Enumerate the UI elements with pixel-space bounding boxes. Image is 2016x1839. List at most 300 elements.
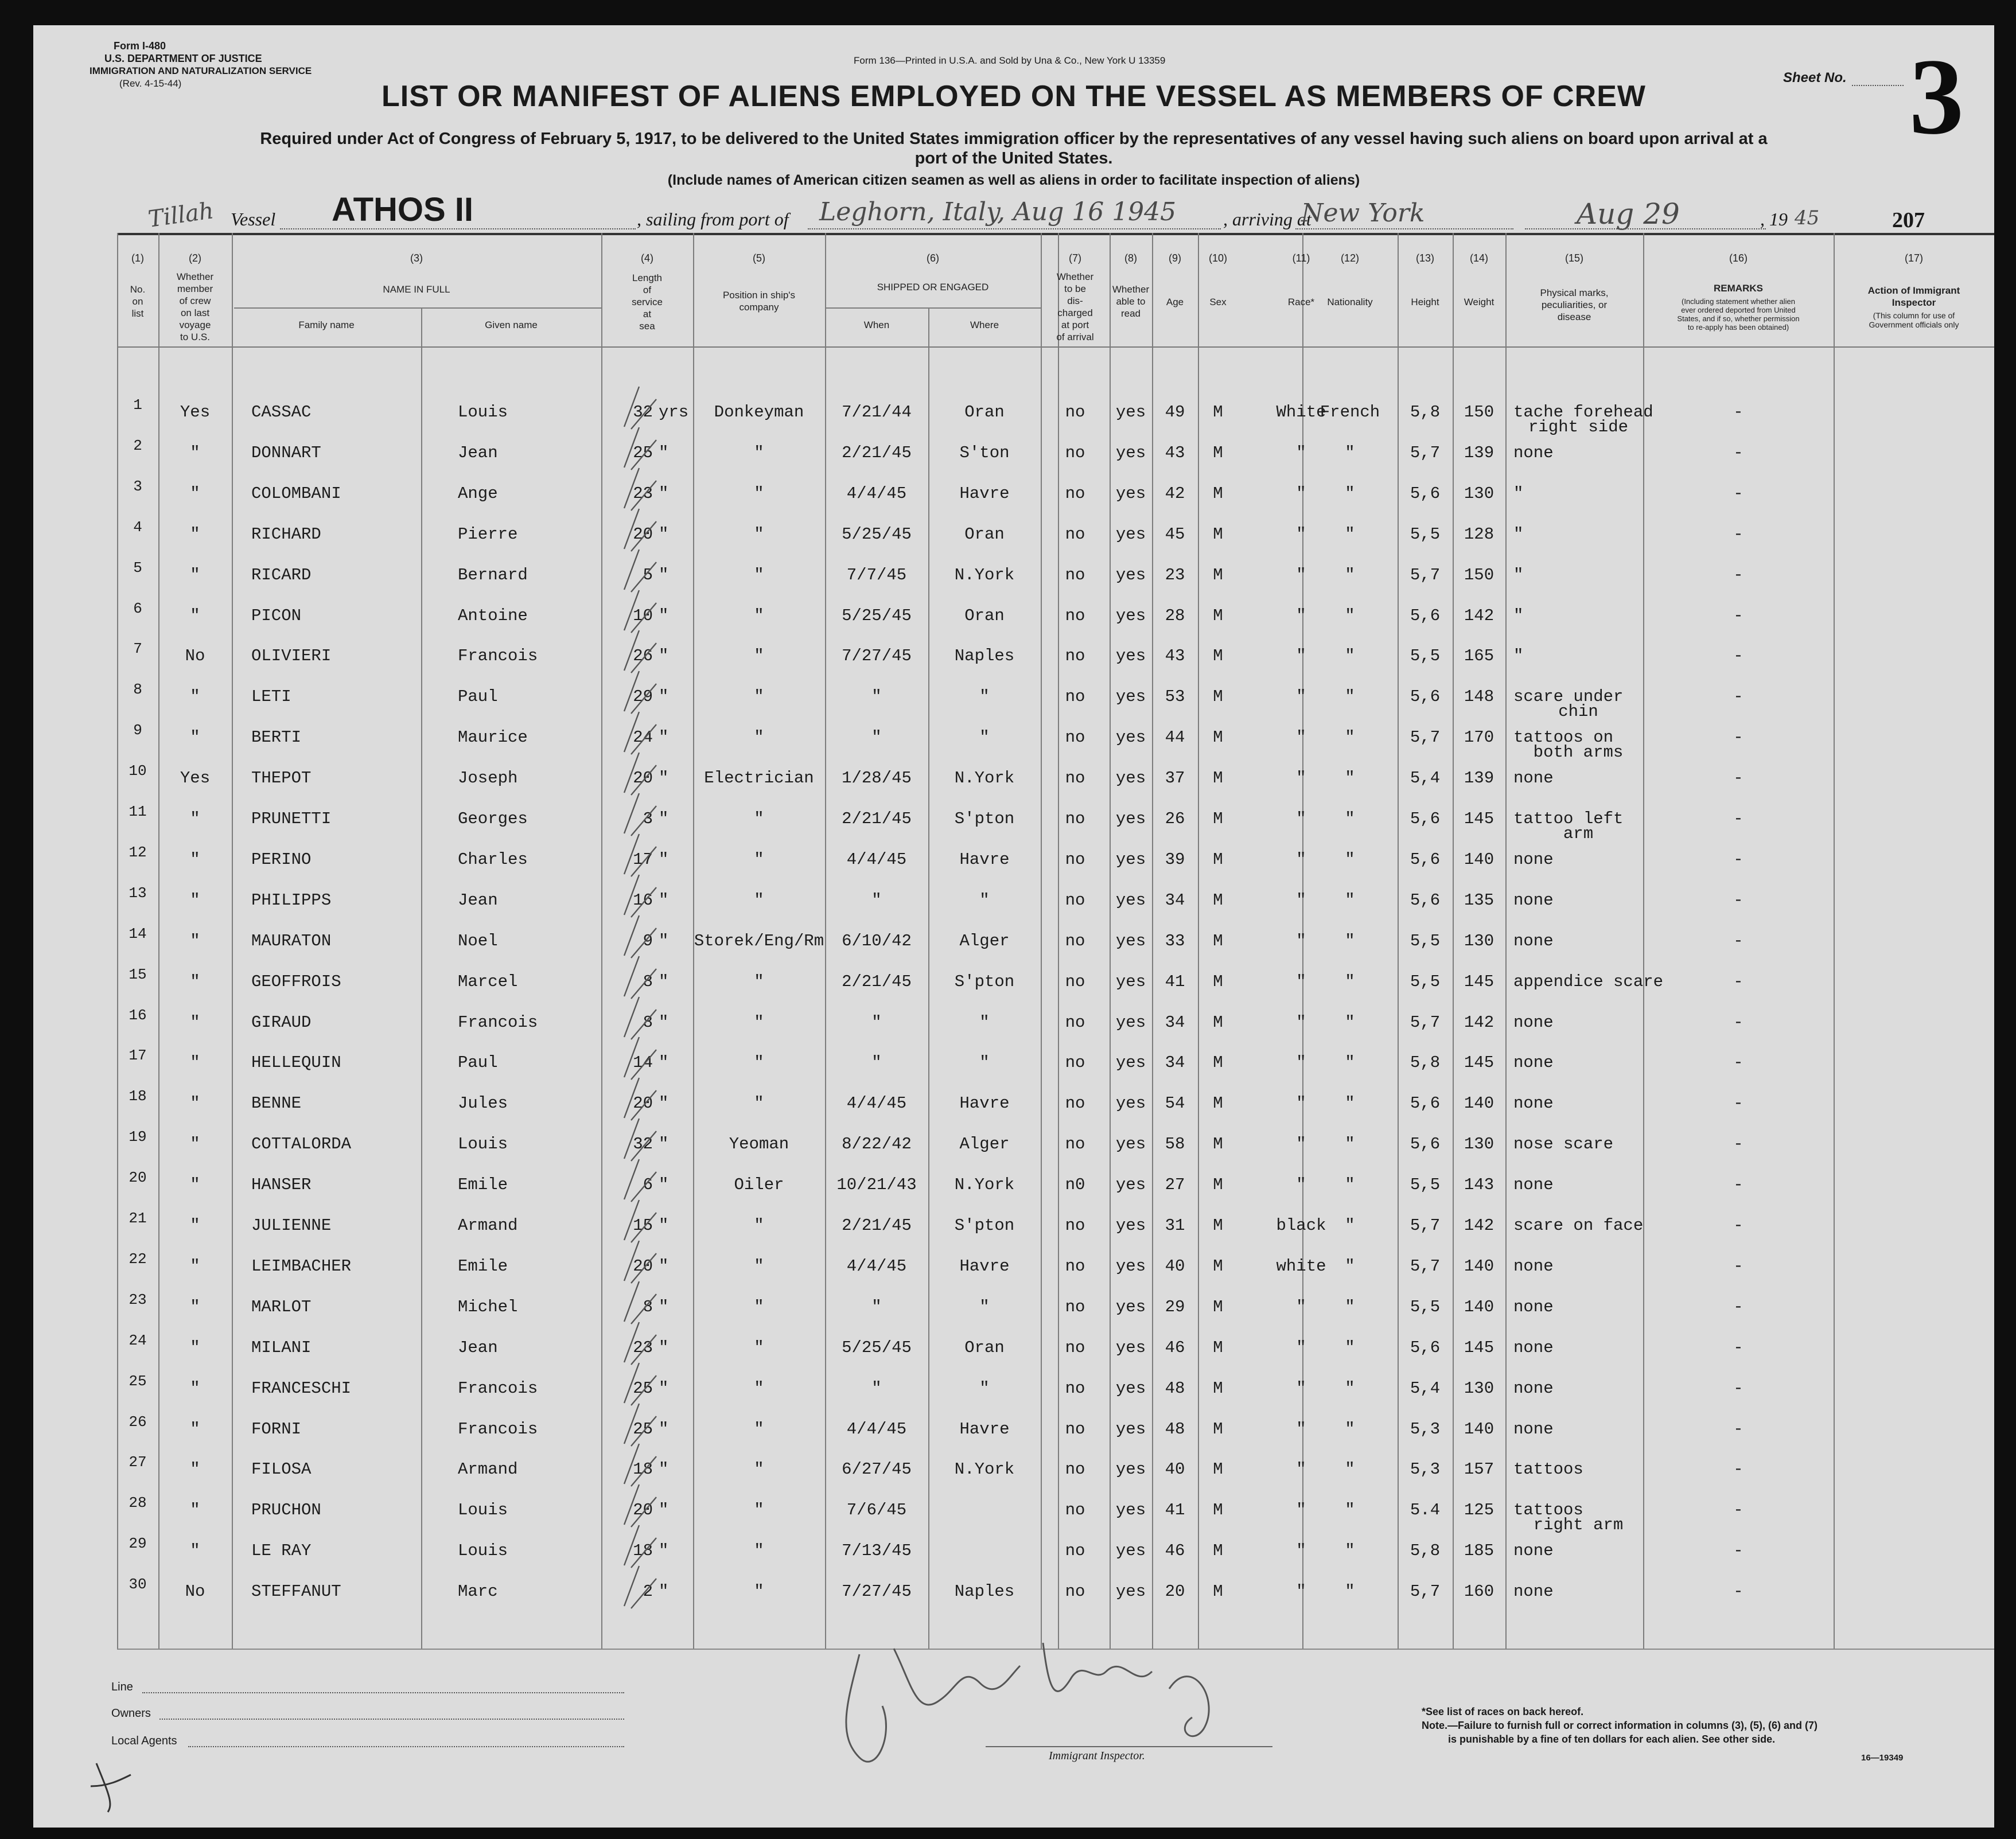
cell-race: " bbox=[1296, 1175, 1306, 1194]
cell-when: 7/7/45 bbox=[846, 566, 907, 585]
year-label: , 19 bbox=[1760, 209, 1788, 229]
cell-race: black bbox=[1276, 1216, 1326, 1235]
cell-weight: 145 bbox=[1464, 1053, 1495, 1072]
cell-marks: " bbox=[1513, 646, 1524, 665]
cell-unit: " bbox=[659, 1216, 669, 1235]
cell-race: " bbox=[1296, 1013, 1306, 1032]
cell-member: " bbox=[190, 1379, 200, 1398]
cell-service: 25 bbox=[633, 1420, 653, 1439]
cell-weight: 185 bbox=[1464, 1541, 1495, 1560]
cell-race: " bbox=[1296, 1298, 1306, 1316]
cell-nat: " bbox=[1345, 1298, 1355, 1316]
cell-position: " bbox=[754, 1013, 764, 1032]
cell-member: " bbox=[190, 972, 200, 991]
cell-when: 2/21/45 bbox=[842, 443, 912, 462]
subtitle-line-3: (Include names of American citizen seamen as well as aliens in order to facilitate inspection of aliens) bbox=[667, 172, 1360, 188]
cell-service: 18 bbox=[633, 1541, 653, 1560]
col-number: (4) bbox=[641, 252, 653, 264]
cell-marks: none bbox=[1513, 891, 1554, 910]
cell-read: yes bbox=[1115, 769, 1146, 788]
cell-given: Armand bbox=[458, 1216, 518, 1235]
cell-family: HELLEQUIN bbox=[251, 1053, 341, 1072]
tally-mark bbox=[624, 1322, 656, 1365]
cell-sex: M bbox=[1213, 972, 1223, 991]
col-number: (11) bbox=[1292, 252, 1310, 264]
header-member-last-voyage: Whether member of crew on last voyage to U.S. bbox=[176, 271, 214, 342]
cell-no: 5 bbox=[133, 559, 142, 576]
header-shipped: SHIPPED OR ENGAGED bbox=[877, 282, 989, 293]
cell-age: 23 bbox=[1165, 566, 1185, 585]
cell-disch: no bbox=[1065, 606, 1085, 625]
cell-where: " bbox=[979, 891, 990, 910]
cell-nat: " bbox=[1345, 1338, 1355, 1357]
tally-mark bbox=[624, 1444, 656, 1486]
cell-weight: 139 bbox=[1464, 443, 1495, 462]
cell-disch: no bbox=[1065, 1379, 1085, 1398]
cell-when: 6/27/45 bbox=[842, 1460, 912, 1479]
cell-remarks: - bbox=[1733, 1420, 1743, 1439]
cell-age: 53 bbox=[1165, 687, 1185, 706]
cell-family: COLOMBANI bbox=[251, 484, 341, 503]
cell-height: 5,4 bbox=[1410, 1379, 1441, 1398]
cell-disch: n0 bbox=[1065, 1175, 1085, 1194]
col-number: (10) bbox=[1208, 252, 1227, 264]
cell-remarks: - bbox=[1733, 1053, 1743, 1072]
cell-sex: M bbox=[1213, 769, 1223, 788]
cell-given: Emile bbox=[458, 1175, 508, 1194]
cell-position: " bbox=[754, 1541, 764, 1560]
cell-weight: 140 bbox=[1464, 850, 1495, 869]
cell-weight: 170 bbox=[1464, 728, 1495, 747]
cell-member: No bbox=[185, 1582, 205, 1601]
department-name: U.S. DEPARTMENT OF JUSTICE bbox=[104, 53, 262, 64]
cell-unit: " bbox=[659, 1135, 669, 1154]
tally-mark bbox=[624, 509, 656, 551]
cell-weight: 140 bbox=[1464, 1298, 1495, 1316]
year-value: 45 bbox=[1795, 207, 1820, 229]
cell-weight: 130 bbox=[1464, 484, 1495, 503]
col-number: (13) bbox=[1415, 252, 1434, 264]
cell-service: 29 bbox=[633, 687, 653, 706]
cell-marks: scare under bbox=[1513, 687, 1624, 706]
cell-unit: " bbox=[659, 1013, 669, 1032]
cell-service: 32 bbox=[633, 1135, 653, 1154]
owners-field bbox=[159, 1719, 624, 1720]
cell-position: " bbox=[754, 687, 764, 706]
cell-member: " bbox=[190, 566, 200, 585]
cell-no: 15 bbox=[129, 966, 147, 983]
cell-family: FRANCESCHI bbox=[251, 1379, 352, 1398]
cell-nat: " bbox=[1345, 1094, 1355, 1113]
cell-disch: no bbox=[1065, 687, 1085, 706]
cell-no: 4 bbox=[133, 519, 142, 536]
cell-member: " bbox=[190, 850, 200, 869]
cell-position: " bbox=[754, 1501, 764, 1519]
header-no-on-list: No. on list bbox=[130, 284, 146, 319]
cell-position: " bbox=[754, 1216, 764, 1235]
cell-member: " bbox=[190, 1135, 200, 1154]
cell-member: " bbox=[190, 728, 200, 747]
cell-read: yes bbox=[1115, 1582, 1146, 1601]
cell-weight: 140 bbox=[1464, 1420, 1495, 1439]
owners-label: Owners bbox=[111, 1707, 151, 1720]
cell-family: RICARD bbox=[251, 566, 312, 585]
cell-race: " bbox=[1296, 1053, 1306, 1072]
cell-height: 5,8 bbox=[1410, 1053, 1441, 1072]
cell-disch: no bbox=[1065, 972, 1085, 991]
page-title: LIST OR MANIFEST OF ALIENS EMPLOYED ON THE VESSEL AS MEMBERS OF CREW bbox=[382, 80, 1646, 113]
cell-where: Alger bbox=[959, 932, 1010, 950]
cell-sex: M bbox=[1213, 1460, 1223, 1479]
cell-height: 5,3 bbox=[1410, 1460, 1441, 1479]
cell-age: 42 bbox=[1165, 484, 1185, 503]
cell-where: S'pton bbox=[954, 972, 1015, 991]
cell-disch: no bbox=[1065, 403, 1085, 422]
cell-no: 14 bbox=[129, 925, 147, 942]
cell-nat: " bbox=[1345, 972, 1355, 991]
cell-race: " bbox=[1296, 809, 1306, 828]
cell-where: " bbox=[979, 687, 990, 706]
cell-when: " bbox=[871, 1298, 882, 1316]
cell-marks: none bbox=[1513, 1298, 1554, 1316]
cell-sex: M bbox=[1213, 566, 1223, 585]
cell-age: 44 bbox=[1165, 728, 1185, 747]
cell-marks: tattoos bbox=[1513, 1460, 1583, 1479]
cell-disch: no bbox=[1065, 850, 1085, 869]
cell-unit: " bbox=[659, 1175, 669, 1194]
cell-weight: 135 bbox=[1464, 891, 1495, 910]
cell-read: yes bbox=[1115, 1257, 1146, 1276]
cell-member: " bbox=[190, 606, 200, 625]
header-age: Age bbox=[1166, 297, 1184, 307]
tally-mark bbox=[624, 1037, 656, 1080]
cell-weight: 150 bbox=[1464, 566, 1495, 585]
cell-given: Ange bbox=[458, 484, 498, 503]
cell-disch: no bbox=[1065, 566, 1085, 585]
cell-height: 5,5 bbox=[1410, 932, 1441, 950]
cell-unit: " bbox=[659, 769, 669, 788]
cell-weight: 140 bbox=[1464, 1257, 1495, 1276]
cell-sex: M bbox=[1213, 646, 1223, 665]
cell-nat: " bbox=[1345, 1582, 1355, 1601]
cell-weight: 128 bbox=[1464, 525, 1495, 544]
cell-marks-line2: chin bbox=[1558, 702, 1598, 721]
cell-when: 8/22/42 bbox=[842, 1135, 912, 1154]
cell-marks: none bbox=[1513, 850, 1554, 869]
tally-mark bbox=[624, 468, 656, 511]
inspector-rule bbox=[986, 1746, 1272, 1747]
cell-marks: none bbox=[1513, 1094, 1554, 1113]
col-number: (8) bbox=[1124, 252, 1137, 264]
cell-when: " bbox=[871, 1379, 882, 1398]
tally-mark bbox=[624, 1485, 656, 1527]
cell-sex: M bbox=[1213, 1175, 1223, 1194]
signature bbox=[825, 1582, 1272, 1798]
cell-no: 26 bbox=[129, 1413, 147, 1431]
cell-when: 4/4/45 bbox=[846, 1420, 907, 1439]
tally-mark bbox=[624, 1241, 656, 1283]
cell-family: GIRAUD bbox=[251, 1013, 312, 1032]
cell-sex: M bbox=[1213, 687, 1223, 706]
cell-marks: none bbox=[1513, 1541, 1554, 1560]
cell-no: 16 bbox=[129, 1007, 147, 1024]
cell-no: 12 bbox=[129, 844, 147, 861]
cell-unit: " bbox=[659, 728, 669, 747]
cell-height: 5,7 bbox=[1410, 566, 1441, 585]
vessel-name: ATHOS II bbox=[332, 191, 474, 228]
cell-marks: tattoos bbox=[1513, 1501, 1583, 1519]
tally-mark bbox=[624, 387, 656, 429]
cell-position: Oiler bbox=[734, 1175, 784, 1194]
cell-family: MILANI bbox=[251, 1338, 312, 1357]
cell-unit: " bbox=[659, 646, 669, 665]
cell-where: Havre bbox=[959, 1257, 1010, 1276]
col-number: (6) bbox=[927, 252, 939, 264]
cell-disch: no bbox=[1065, 1582, 1085, 1601]
cell-no: 6 bbox=[133, 600, 142, 617]
tally-mark bbox=[624, 550, 656, 592]
cell-when: 2/21/45 bbox=[842, 972, 912, 991]
races-note: *See list of races on back hereof. bbox=[1422, 1706, 1584, 1717]
cell-nat: " bbox=[1345, 1379, 1355, 1398]
cell-read: yes bbox=[1115, 1379, 1146, 1398]
cell-nat: French bbox=[1320, 403, 1380, 422]
cell-race: " bbox=[1296, 891, 1306, 910]
cell-age: 34 bbox=[1165, 1013, 1185, 1032]
cell-race: " bbox=[1296, 1541, 1306, 1560]
cell-remarks: - bbox=[1733, 403, 1743, 422]
cell-race: " bbox=[1296, 1501, 1306, 1519]
cell-no: 24 bbox=[129, 1332, 147, 1349]
cell-family: LEIMBACHER bbox=[251, 1257, 352, 1276]
cell-nat: " bbox=[1345, 1257, 1355, 1276]
cell-nat: " bbox=[1345, 566, 1355, 585]
cell-member: " bbox=[190, 1420, 200, 1439]
cell-nat: " bbox=[1345, 728, 1355, 747]
cell-when: 1/28/45 bbox=[842, 769, 912, 788]
cell-sex: M bbox=[1213, 1135, 1223, 1154]
cell-no: 19 bbox=[129, 1128, 147, 1146]
cell-read: yes bbox=[1115, 1541, 1146, 1560]
header-nationality: Nationality bbox=[1327, 297, 1373, 307]
cell-where: Havre bbox=[959, 484, 1010, 503]
col-number: (16) bbox=[1729, 252, 1748, 264]
cell-given: Paul bbox=[458, 687, 498, 706]
cell-when: 4/4/45 bbox=[846, 1257, 907, 1276]
cell-when: 7/6/45 bbox=[846, 1501, 907, 1519]
header-family-name: Family name bbox=[298, 320, 355, 330]
agents-label: Local Agents bbox=[111, 1735, 177, 1747]
cell-service: 23 bbox=[633, 484, 653, 503]
cell-no: 17 bbox=[129, 1047, 147, 1064]
cell-read: yes bbox=[1115, 484, 1146, 503]
cell-sex: M bbox=[1213, 1541, 1223, 1560]
tally-mark bbox=[624, 1363, 656, 1405]
header-sex: Sex bbox=[1209, 297, 1227, 307]
cell-member: " bbox=[190, 687, 200, 706]
cell-unit: " bbox=[659, 1338, 669, 1357]
stamp-number: 207 bbox=[1892, 208, 1925, 232]
cell-given: Jean bbox=[458, 1338, 498, 1357]
cell-age: 41 bbox=[1165, 1501, 1185, 1519]
cell-marks: " bbox=[1513, 606, 1524, 625]
cell-remarks: - bbox=[1733, 484, 1743, 503]
cell-read: yes bbox=[1115, 525, 1146, 544]
cell-family: PRUNETTI bbox=[251, 809, 332, 828]
cell-read: yes bbox=[1115, 891, 1146, 910]
cell-age: 31 bbox=[1165, 1216, 1185, 1235]
print-code: 16—19349 bbox=[1861, 1753, 1904, 1763]
cell-weight: 130 bbox=[1464, 1135, 1495, 1154]
cell-position: " bbox=[754, 484, 764, 503]
cell-when: 4/4/45 bbox=[846, 850, 907, 869]
cell-unit: " bbox=[659, 1460, 669, 1479]
cell-member: " bbox=[190, 1053, 200, 1072]
cell-remarks: - bbox=[1733, 891, 1743, 910]
cell-race: " bbox=[1296, 566, 1306, 585]
header-height: Height bbox=[1411, 297, 1439, 307]
cell-sex: M bbox=[1213, 1582, 1223, 1601]
cell-family: PHILIPPS bbox=[251, 891, 332, 910]
cell-member: " bbox=[190, 1298, 200, 1316]
cell-read: yes bbox=[1115, 972, 1146, 991]
cell-remarks: - bbox=[1733, 1460, 1743, 1479]
cell-no: 29 bbox=[129, 1535, 147, 1552]
header-physical-marks: Physical marks, peculiarities, or disease bbox=[1540, 287, 1609, 322]
cell-no: 20 bbox=[129, 1169, 147, 1186]
cell-marks: tattoos on bbox=[1513, 728, 1614, 747]
cell-service: 5 bbox=[643, 566, 653, 585]
cell-no: 13 bbox=[129, 885, 147, 902]
cell-where: Naples bbox=[954, 646, 1015, 665]
cell-race: " bbox=[1296, 932, 1306, 950]
cell-service: 18 bbox=[633, 1460, 653, 1479]
col-number: (1) bbox=[131, 252, 144, 264]
cell-service: 32 bbox=[633, 403, 653, 422]
cell-sex: M bbox=[1213, 1420, 1223, 1439]
cell-unit: " bbox=[659, 809, 669, 828]
cell-read: yes bbox=[1115, 646, 1146, 665]
cell-read: yes bbox=[1115, 728, 1146, 747]
cell-when: " bbox=[871, 891, 882, 910]
cell-where: " bbox=[979, 1298, 990, 1316]
cell-when: 2/21/45 bbox=[842, 1216, 912, 1235]
cell-age: 28 bbox=[1165, 606, 1185, 625]
cell-where: Alger bbox=[959, 1135, 1010, 1154]
cell-where: " bbox=[979, 728, 990, 747]
cell-marks-line2: right side bbox=[1528, 418, 1629, 437]
margin-note: Tillah bbox=[146, 197, 216, 233]
cell-sex: M bbox=[1213, 1216, 1223, 1235]
cell-service: 8 bbox=[643, 972, 653, 991]
header-position: Position in ship's company bbox=[722, 290, 796, 313]
cell-marks-line2: both arms bbox=[1533, 743, 1624, 762]
cell-sex: M bbox=[1213, 809, 1223, 828]
header-name-in-full: NAME IN FULL bbox=[383, 284, 450, 295]
penalty-note-1: Note.—Failure to furnish full or correct information in columns (3), (5), (6) and (7) bbox=[1422, 1720, 1818, 1731]
cell-remarks: - bbox=[1733, 1094, 1743, 1113]
cell-race: " bbox=[1296, 1420, 1306, 1439]
cell-read: yes bbox=[1115, 566, 1146, 585]
cell-remarks: - bbox=[1733, 1257, 1743, 1276]
cell-height: 5,6 bbox=[1410, 891, 1441, 910]
tally-mark bbox=[624, 1200, 656, 1242]
arriving-port: New York bbox=[1301, 198, 1425, 228]
cell-no: 2 bbox=[133, 437, 142, 454]
cell-position: Storek/Eng/Rm bbox=[694, 932, 824, 950]
cell-read: yes bbox=[1115, 687, 1146, 706]
cell-nat: " bbox=[1345, 525, 1355, 544]
cell-read: yes bbox=[1115, 1175, 1146, 1194]
cell-position: " bbox=[754, 1460, 764, 1479]
tally-mark bbox=[624, 875, 656, 917]
cell-family: OLIVIERI bbox=[251, 646, 332, 665]
cell-read: yes bbox=[1115, 443, 1146, 462]
cell-read: yes bbox=[1115, 1338, 1146, 1357]
inspector-label: Immigrant Inspector. bbox=[1049, 1750, 1145, 1762]
cell-weight: 145 bbox=[1464, 1338, 1495, 1357]
cell-given: Marc bbox=[458, 1582, 498, 1601]
arriving-label: , arriving at bbox=[1223, 209, 1311, 229]
header-weight: Weight bbox=[1464, 297, 1495, 307]
cell-marks: " bbox=[1513, 484, 1524, 503]
cell-weight: 140 bbox=[1464, 1094, 1495, 1113]
cell-remarks: - bbox=[1733, 1379, 1743, 1398]
cell-disch: no bbox=[1065, 1053, 1085, 1072]
cell-age: 41 bbox=[1165, 972, 1185, 991]
tally-mark bbox=[624, 997, 656, 1039]
cell-family: HANSER bbox=[251, 1175, 312, 1194]
cell-remarks: - bbox=[1733, 566, 1743, 585]
cell-nat: " bbox=[1345, 769, 1355, 788]
cell-position: " bbox=[754, 1420, 764, 1439]
cell-no: 1 bbox=[133, 396, 142, 414]
cell-marks: nose scare bbox=[1513, 1135, 1614, 1154]
tally-mark bbox=[624, 712, 656, 754]
tally-mark bbox=[624, 1525, 656, 1568]
cell-given: Marcel bbox=[458, 972, 518, 991]
cell-height: 5,6 bbox=[1410, 1135, 1441, 1154]
cell-no: 28 bbox=[129, 1494, 147, 1511]
cell-when: 5/25/45 bbox=[842, 525, 912, 544]
cell-age: 39 bbox=[1165, 850, 1185, 869]
tally-mark bbox=[624, 753, 656, 795]
cell-marks: none bbox=[1513, 769, 1554, 788]
cell-service: 24 bbox=[633, 728, 653, 747]
cell-disch: no bbox=[1065, 646, 1085, 665]
cell-race: " bbox=[1296, 484, 1306, 503]
cell-remarks: - bbox=[1733, 525, 1743, 544]
cell-unit: " bbox=[659, 1582, 669, 1601]
cell-family: FILOSA bbox=[251, 1460, 312, 1479]
cell-family: JULIENNE bbox=[251, 1216, 332, 1235]
cell-weight: 125 bbox=[1464, 1501, 1495, 1519]
cell-sex: M bbox=[1213, 850, 1223, 869]
cell-height: 5,6 bbox=[1410, 850, 1441, 869]
cell-age: 48 bbox=[1165, 1379, 1185, 1398]
cell-disch: no bbox=[1065, 891, 1085, 910]
cell-given: Louis bbox=[458, 1541, 508, 1560]
tally-mark bbox=[624, 630, 656, 673]
cell-where: S'pton bbox=[954, 809, 1015, 828]
cell-service: 8 bbox=[643, 1298, 653, 1316]
cell-age: 26 bbox=[1165, 809, 1185, 828]
cell-no: 9 bbox=[133, 722, 142, 739]
cell-remarks: - bbox=[1733, 443, 1743, 462]
cell-unit: " bbox=[659, 443, 669, 462]
cell-member: " bbox=[190, 443, 200, 462]
cell-race: white bbox=[1276, 1257, 1326, 1276]
